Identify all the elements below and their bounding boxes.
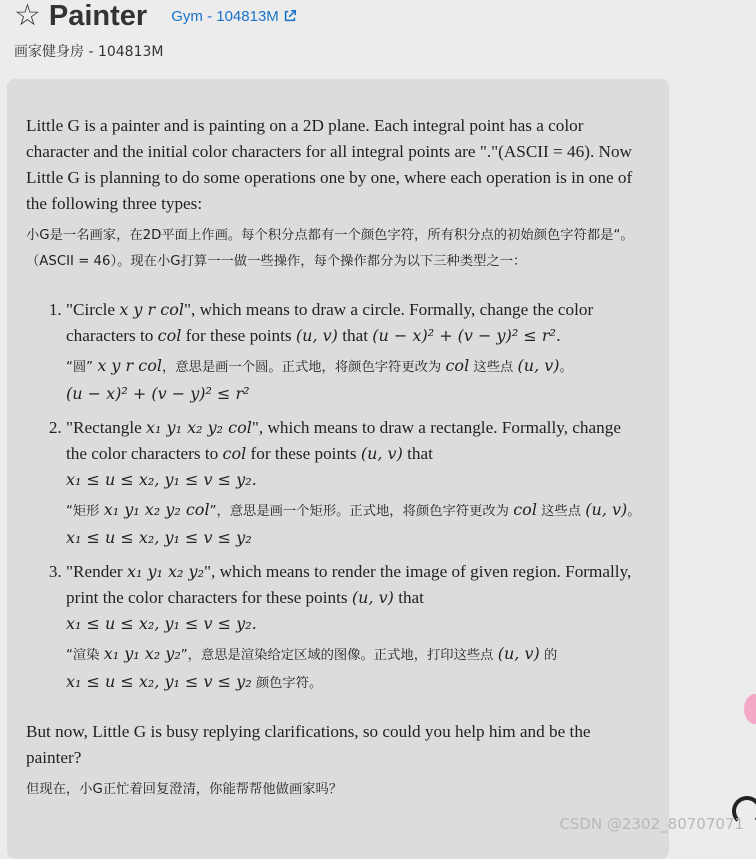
operation-zh: “矩形 x₁ y₁ x₂ y₂ col”，意思是画一个矩形。正式地，将颜色字符更改为 col 这些点 (u, v)。x₁ ≤ u ≤ x₂, y₁ ≤ v ≤ y₂ xyxy=(66,500,641,547)
intro-zh: 小G是一名画家，在2D平面上作画。每个积分点都有一个颜色字符，所有积分点的初始颜色字符都是“。（ASCII = 46）。现在小G打算一一做一些操作，每个操作都分为以下三种类型之一： xyxy=(26,228,634,269)
operation-zh: “渲染 x₁ y₁ x₂ y₂”，意思是渲染给定区域的图像。正式地，打印这些点 (u, v) 的 x₁ ≤ u ≤ x₂, y₁ ≤ v ≤ y₂ 颜色字符。 xyxy=(66,644,558,691)
star-icon[interactable]: ☆ xyxy=(14,0,41,33)
operation-item-rectangle xyxy=(66,415,646,553)
problem-subtitle: 画家健身房 - 104813M xyxy=(14,44,164,60)
outro-zh: 但现在，小G正忙着回复澄清，你能帮帮他做画家吗？ xyxy=(26,782,343,797)
operation-en: 2. "Rectangle x₁ y₁ x₂ y₂ col", which means to draw a rectangle. Formally, change the color characters to col for these points (u, v) that x₁ ≤ u ≤ x₂, y₁ ≤ v ≤ y₂. xyxy=(66,418,621,489)
operation-item-circle xyxy=(66,297,646,409)
intro-en: Little G is a painter and is painting on a 2D plane. Each integral point has a color character and the initial color characters for all integral points are "."(ASCII = 46). Now Little G is planning to do some operations one by one, where each operation is in one of the following three types: xyxy=(26,116,633,213)
operation-item-render xyxy=(66,559,646,697)
floating-widget[interactable] xyxy=(744,694,756,724)
operation-list xyxy=(26,297,646,697)
problem-title: Painter xyxy=(48,0,148,32)
external-link-icon xyxy=(283,9,297,23)
outro-en: But now, Little G is busy replying clarifications, so could you help him and be the painter? xyxy=(26,722,591,767)
gym-link[interactable] xyxy=(171,8,297,25)
problem-header xyxy=(14,0,297,32)
operation-en: 1. "Circle x y r col", which means to draw a circle. Formally, change the color characters to col for these points (u, v) that (u − x)² + (v − y)² ≤ r². xyxy=(66,300,594,345)
operation-zh: “圆” x y r col，意思是画一个圆。正式地，将颜色字符更改为 col 这些点 (u, v)。 (u − x)² + (v − y)² ≤ r² xyxy=(66,356,573,403)
operation-en: 3. "Render x₁ y₁ x₂ y₂", which means to render the image of given region. Formally, print the color characters for these points (u, v) that x₁ ≤ u ≤ x₂, y₁ ≤ v ≤ y₂. xyxy=(66,562,632,633)
statement-content xyxy=(26,113,646,803)
gym-link-label: Gym - 104813M xyxy=(171,7,279,25)
csdn-watermark: CSDN @2302_80707071 xyxy=(559,815,744,833)
